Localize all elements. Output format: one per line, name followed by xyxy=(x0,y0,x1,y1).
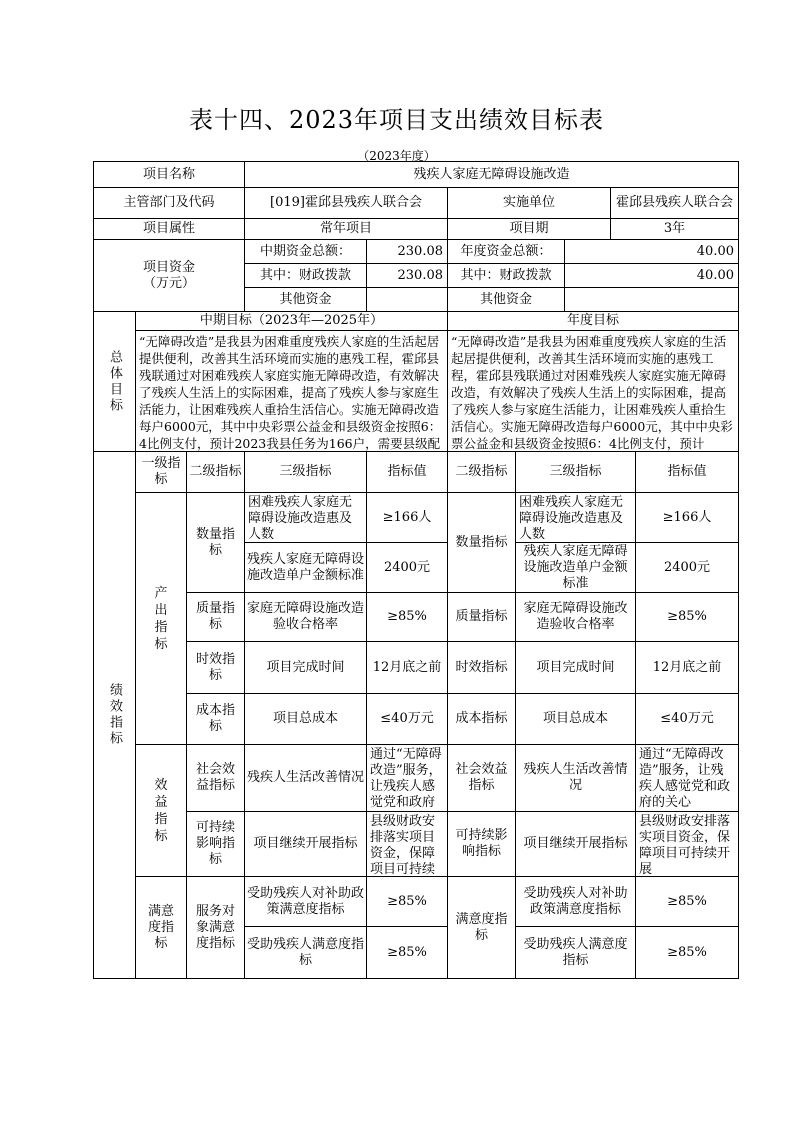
quality-indicator: 质量指标 xyxy=(186,592,245,642)
sa1-level3-right: 受助残疾人对补助政策满意度指标 xyxy=(515,876,636,927)
social-level3-right: 残疾人生活改善情况 xyxy=(515,744,636,812)
sustain-indicator: 可持续影响指标 xyxy=(186,811,245,877)
project-name-label: 项目名称 xyxy=(93,161,245,188)
quantity-indicator-right: 数量指标 xyxy=(447,492,516,593)
cost-value-right: ≤40万元 xyxy=(635,693,739,745)
mid-goal-text: “无障碍改造”是我县为困难重度残疾人家庭的生活起居提供便利，改善其生活环境而实施的惠残工程，霍邱县残联通过对困难残疾人家庭实施无障碍改造，有效解决了残疾人生活上的实际困难，提高了残疾人参与家庭生活能力，让困难残疾人重拾生活信心。实施无障碍改造每户6000元，其中中央彩票公益金和县级资金按照6：4比例支付，预计2023我县任务为166户，需要县级配 xyxy=(135,330,448,452)
social-value-right: 通过“无障碍改造”服务，让残疾人感觉党和政府的关心 xyxy=(635,744,739,812)
sa2-level3: 受助残疾人满意度指标 xyxy=(244,926,367,979)
year-goal-text: “无障碍改造”是我县为困难重度残疾人家庭的生活起居提供便利，改善其生活环境而实施的惠残工程，霍邱县残联通过对困难残疾人家庭实施无障碍改造，有效解决了残疾人生活上的实际困难，提高了残疾人参与家庭生活能力，让困难残疾人重拾生活信心。实施无障碍改造每户6000元，其中中央彩票公益金和县级资金按照6：4比例支付，预计 xyxy=(447,330,739,452)
project-name-value: 残疾人家庭无障碍设施改造 xyxy=(244,161,739,188)
dept-value: [019]霍邱县残疾人联合会 xyxy=(244,187,448,219)
year-total-label: 年度资金总额： xyxy=(447,239,565,264)
quality-level3: 家庭无障碍设施改造验收合格率 xyxy=(244,592,367,642)
sustain-indicator-right: 可持续影响指标 xyxy=(447,811,516,877)
mid-other-value xyxy=(366,287,448,312)
period-label: 项目期 xyxy=(447,218,611,240)
header-level1: 一级指标 xyxy=(135,451,187,493)
sustain-level3: 项目继续开展指标 xyxy=(244,811,367,877)
header-value-right: 指标值 xyxy=(635,451,739,493)
sustain-value-right: 县级财政安排落实项目资金，保障项目可持续开展 xyxy=(635,811,739,877)
sa1-value-right: ≥85% xyxy=(635,876,739,927)
satisfaction-indicator-right: 满意度指标 xyxy=(447,876,516,979)
cost-indicator: 成本指标 xyxy=(186,693,245,745)
time-level3: 项目完成时间 xyxy=(244,641,367,694)
year-fiscal-label: 其中：财政拨款 xyxy=(447,263,565,288)
q2-value: 2400元 xyxy=(366,542,448,593)
year-goal-header: 年度目标 xyxy=(447,311,739,331)
header-level2: 二级指标 xyxy=(186,451,245,493)
quantity-indicator: 数量指标 xyxy=(186,492,245,593)
quality-level3-right: 家庭无障碍设施改造验收合格率 xyxy=(515,592,636,642)
social-level3: 残疾人生活改善情况 xyxy=(244,744,367,812)
header-level2-right: 二级指标 xyxy=(447,451,516,493)
perf-label: 绩效指标 xyxy=(93,451,136,979)
sa1-value: ≥85% xyxy=(366,876,448,927)
funds-label xyxy=(93,239,245,312)
output-indicator: 产出指标 xyxy=(135,492,187,745)
time-indicator: 时效指标 xyxy=(186,641,245,694)
effect-indicator: 效益指标 xyxy=(135,744,187,877)
quality-indicator-right: 质量指标 xyxy=(447,592,516,642)
attr-value: 常年项目 xyxy=(244,218,448,240)
impl-label: 实施单位 xyxy=(447,187,611,219)
time-level3-right: 项目完成时间 xyxy=(515,641,636,694)
mid-total-label: 中期资金总额： xyxy=(244,239,367,264)
page-title: 表十四、2023年项目支出绩效目标表 xyxy=(188,106,605,134)
header-level3-right: 三级指标 xyxy=(515,451,636,493)
q1-value: ≥166人 xyxy=(366,492,448,543)
header-value: 指标值 xyxy=(366,451,448,493)
cost-level3: 项目总成本 xyxy=(244,693,367,745)
social-indicator-right: 社会效益指标 xyxy=(447,744,516,812)
cost-level3-right: 项目总成本 xyxy=(515,693,636,745)
attr-label: 项目属性 xyxy=(93,218,245,240)
quality-value-right: ≥85% xyxy=(635,592,739,642)
mid-fiscal-label: 其中：财政拨款 xyxy=(244,263,367,288)
social-value: 通过“无障碍改造”服务，让残疾人感觉党和政府 xyxy=(366,744,448,812)
mid-goal-header: 中期目标（2023年—2025年） xyxy=(135,311,448,331)
year-subtitle: （2023年度） xyxy=(357,149,436,163)
cost-value: ≤40万元 xyxy=(366,693,448,745)
q2-level3-right: 残疾人家庭无障碍设施改造单户金额标准 xyxy=(515,542,636,593)
sa2-value: ≥85% xyxy=(366,926,448,979)
satisfaction-indicator: 满意度指标 xyxy=(135,876,187,979)
year-other-label: 其他资金 xyxy=(447,287,565,312)
service-satisfaction-indicator: 服务对象满意度指标 xyxy=(186,876,245,979)
year-total-value: 40.00 xyxy=(564,239,739,264)
year-fiscal-value: 40.00 xyxy=(564,263,739,288)
period-value: 3年 xyxy=(610,218,739,240)
time-value: 12月底之前 xyxy=(366,641,448,694)
q1-value-right: ≥166人 xyxy=(635,492,739,543)
q2-value-right: 2400元 xyxy=(635,542,739,593)
cost-indicator-right: 成本指标 xyxy=(447,693,516,745)
time-value-right: 12月底之前 xyxy=(635,641,739,694)
sa2-level3-right: 受助残疾人满意度指标 xyxy=(515,926,636,979)
time-indicator-right: 时效指标 xyxy=(447,641,516,694)
impl-value: 霍邱县残疾人联合会 xyxy=(610,187,739,219)
year-other-value xyxy=(564,287,739,312)
sustain-value: 县级财政安排落实项目资金，保障项目可持续 xyxy=(366,811,448,877)
header-level3: 三级指标 xyxy=(244,451,367,493)
funds-label-line2: （万元） xyxy=(142,275,195,291)
social-indicator: 社会效益指标 xyxy=(186,744,245,812)
mid-fiscal-value: 230.08 xyxy=(366,263,448,288)
sustain-level3-right: 项目继续开展指标 xyxy=(515,811,636,877)
dept-label: 主管部门及代码 xyxy=(93,187,245,219)
quality-value: ≥85% xyxy=(366,592,448,642)
mid-other-label: 其他资金 xyxy=(244,287,367,312)
funds-label-line1: 项目资金 xyxy=(142,259,195,275)
q1-level3: 困难残疾人家庭无障碍设施改造惠及人数 xyxy=(244,492,367,543)
q2-level3: 残疾人家庭无障碍设施改造单户金额标准 xyxy=(244,542,367,593)
mid-total-value: 230.08 xyxy=(366,239,448,264)
overall-goals-label: 总体目标 xyxy=(93,311,136,452)
q1-level3-right: 困难残疾人家庭无障碍设施改造惠及人数 xyxy=(515,492,636,543)
sa2-value-right: ≥85% xyxy=(635,926,739,979)
sa1-level3: 受助残疾人对补助政策满意度指标 xyxy=(244,876,367,927)
